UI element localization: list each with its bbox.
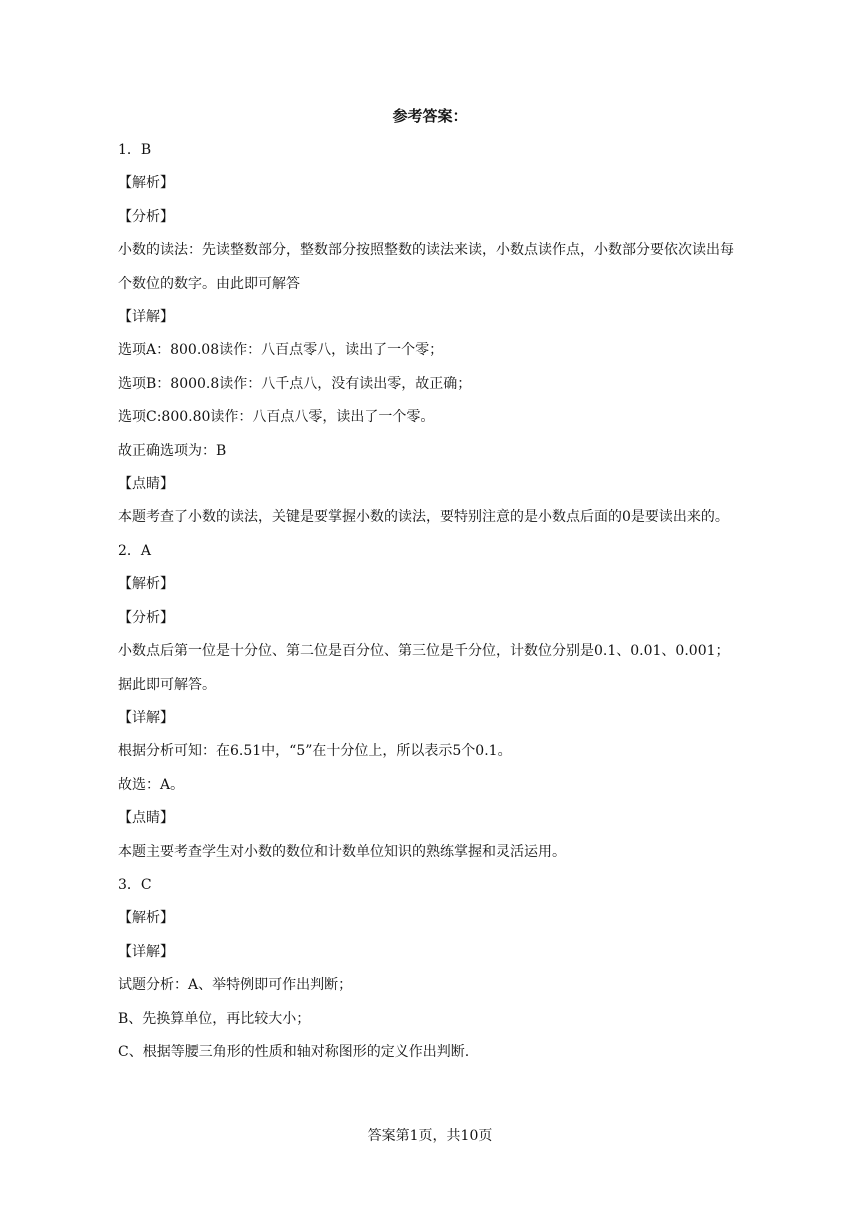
q2-number: 2．A <box>118 542 152 559</box>
q1-answer: 故正确选项为：B <box>118 442 227 459</box>
page-footer: 答案第1页，共10页 <box>367 1128 493 1144</box>
q1-option-c: 选项C:800.80读作：八百点八零，读出了一个零。 <box>118 409 435 426</box>
q1-number: 1．B <box>118 142 152 158</box>
q2-xiangjie-heading: 【详解】 <box>118 709 174 726</box>
q3-number: 3．C <box>118 876 152 893</box>
q3-jiexi-heading: 【解析】 <box>118 910 174 927</box>
q2-answer: 故选：A。 <box>118 776 185 793</box>
q1-dianjing-heading: 【点睛】 <box>118 476 174 493</box>
q3-xiangjie-heading: 【详解】 <box>118 943 174 960</box>
q1-fenxi-heading: 【分析】 <box>118 208 174 225</box>
q2-jiexi-heading: 【解析】 <box>118 576 174 593</box>
answer-content <box>118 134 742 1069</box>
q2-detail-text: 根据分析可知：在6.51中，“5”在十分位上，所以表示5个0.1。 <box>118 743 512 760</box>
q2-dianjing-heading: 【点睛】 <box>118 810 174 827</box>
q1-comment-text: 本题考查了小数的读法，关键是要掌握小数的读法，要特别注意的是小数点后面的0是要读出来的。 <box>118 509 729 526</box>
q1-xiangjie-heading: 【详解】 <box>118 309 174 326</box>
q3-detail-line-2: B、先换算单位，再比较大小； <box>118 1010 311 1027</box>
page-title: 参考答案： <box>392 107 468 125</box>
q2-analysis-text: 小数点后第一位是十分位、第二位是百分位、第三位是千分位，计数位分别是0.1、0.01、0.001；据此即可解答。 <box>118 643 730 693</box>
q1-option-a: 选项A：800.08读作：八百点零八，读出了一个零； <box>118 342 444 359</box>
q3-detail-line-1: 试题分析：A、举特例即可作出判断； <box>118 977 353 994</box>
q1-jiexi-heading: 【解析】 <box>118 175 174 192</box>
q2-fenxi-heading: 【分析】 <box>118 609 174 626</box>
q1-option-b: 选项B：8000.8读作：八千点八，没有读出零，故正确； <box>118 375 472 392</box>
q3-detail-line-3: C、根据等腰三角形的性质和轴对称图形的定义作出判断. <box>118 1043 470 1060</box>
q2-comment-text: 本题主要考查学生对小数的数位和计数单位知识的熟练掌握和灵活运用。 <box>118 843 566 860</box>
q1-analysis-text: 小数的读法：先读整数部分，整数部分按照整数的读法来读，小数点读作点，小数部分要依次读出每个数位的数字。由此即可解答 <box>118 242 734 292</box>
